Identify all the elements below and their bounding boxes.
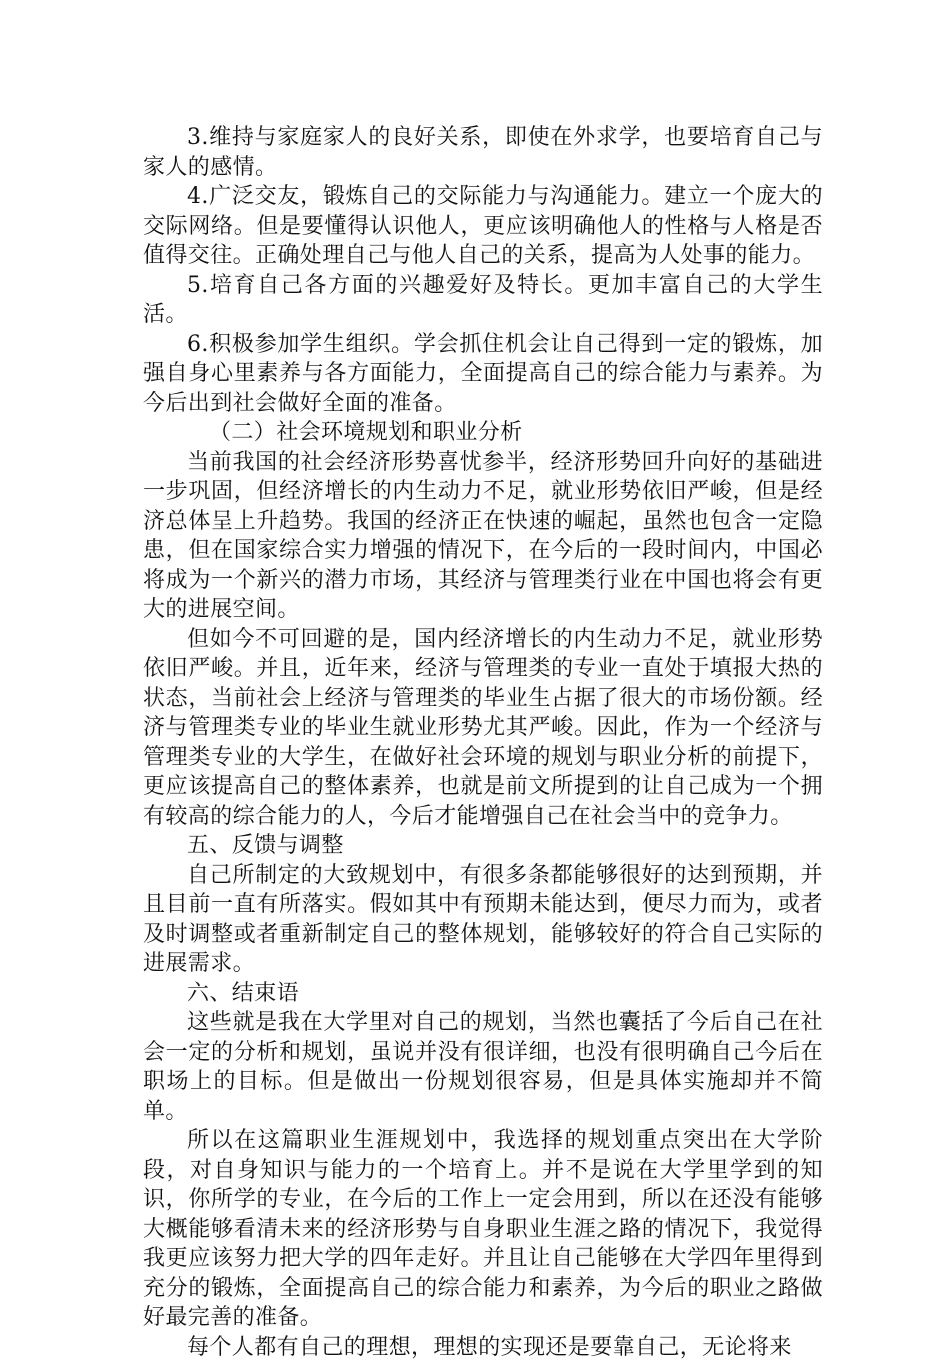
section-heading-feedback: 五、反馈与调整 bbox=[143, 831, 823, 861]
document-body bbox=[143, 123, 823, 1362]
paragraph-economic-situation: 当前我国的社会经济形势喜忧参半，经济形势回升向好的基础进一步巩固，但经济增长的内生动力不足，就业形势依旧严峻，但是经济总体呈上升趋势。我国的经济正在快速的崛起，虽然也包含一定隐患，但在国家综合实力增强的情况下，在今后的一段时间内，中国必将成为一个新兴的潜力市场，其经济与管理类行业在中国也将会有更大的进展空间。 bbox=[143, 448, 823, 625]
section-heading-social-environment: （二）社会环境规划和职业分析 bbox=[143, 418, 823, 448]
section-heading-conclusion: 六、结束语 bbox=[143, 979, 823, 1009]
paragraph-feedback: 自己所制定的大致规划中，有很多条都能够很好的达到预期，并且目前一直有所落实。假如其中有预期未能达到，便尽力而为，或者及时调整或者重新制定自己的整体规划，能够较好的符合自己实际的进展需求。 bbox=[143, 861, 823, 979]
paragraph-hobbies: 5.培育自己各方面的兴趣爱好及特长。更加丰富自己的大学生活。 bbox=[143, 271, 823, 330]
paragraph-conclusion-focus: 所以在这篇职业生涯规划中，我选择的规划重点突出在大学阶段，对自身知识与能力的一个培育上。并不是说在大学里学到的知识，你所学的专业，在今后的工作上一定会用到，所以在还没有能够大概能够看清未来的经济形势与自身职业生涯之路的情况下，我觉得我更应该努力把大学的四年走好。并且让自己能够在大学四年里得到充分的锻炼，全面提高自己的综合能力和素养，为今后的职业之路做好最完善的准备。 bbox=[143, 1126, 823, 1333]
paragraph-employment-situation: 但如今不可回避的是，国内经济增长的内生动力不足，就业形势依旧严峻。并且，近年来，经济与管理类的专业一直处于填报大热的状态，当前社会上经济与管理类的毕业生占据了很大的市场份额。经济与管理类专业的毕业生就业形势尤其严峻。因此，作为一个经济与管理类专业的大学生，在做好社会环境的规划与职业分析的前提下，更应该提高自己的整体素养，也就是前文所提到的让自己成为一个拥有较高的综合能力的人，今后才能增强自己在社会当中的竞争力。 bbox=[143, 625, 823, 832]
paragraph-family-relations: 3.维持与家庭家人的良好关系，即使在外求学，也要培育自己与家人的感情。 bbox=[143, 123, 823, 182]
paragraph-conclusion-ideals: 每个人都有自己的理想，理想的实现还是要靠自己，无论将来 bbox=[143, 1333, 823, 1362]
paragraph-social-skills: 4.广泛交友，锻炼自己的交际能力与沟通能力。建立一个庞大的交际网络。但是要懂得认识他人，更应该明确他人的性格与人格是否值得交往。正确处理自己与他人自己的关系，提高为人处事的能力。 bbox=[143, 182, 823, 271]
paragraph-conclusion-summary: 这些就是我在大学里对自己的规划，当然也囊括了今后自己在社会一定的分析和规划，虽说并没有很详细，也没有很明确自己今后在职场上的目标。但是做出一份规划很容易，但是具体实施却并不简单。 bbox=[143, 1008, 823, 1126]
paragraph-student-organizations: 6.积极参加学生组织。学会抓住机会让自己得到一定的锻炼，加强自身心里素养与各方面能力，全面提高自己的综合能力与素养。为今后出到社会做好全面的准备。 bbox=[143, 330, 823, 419]
